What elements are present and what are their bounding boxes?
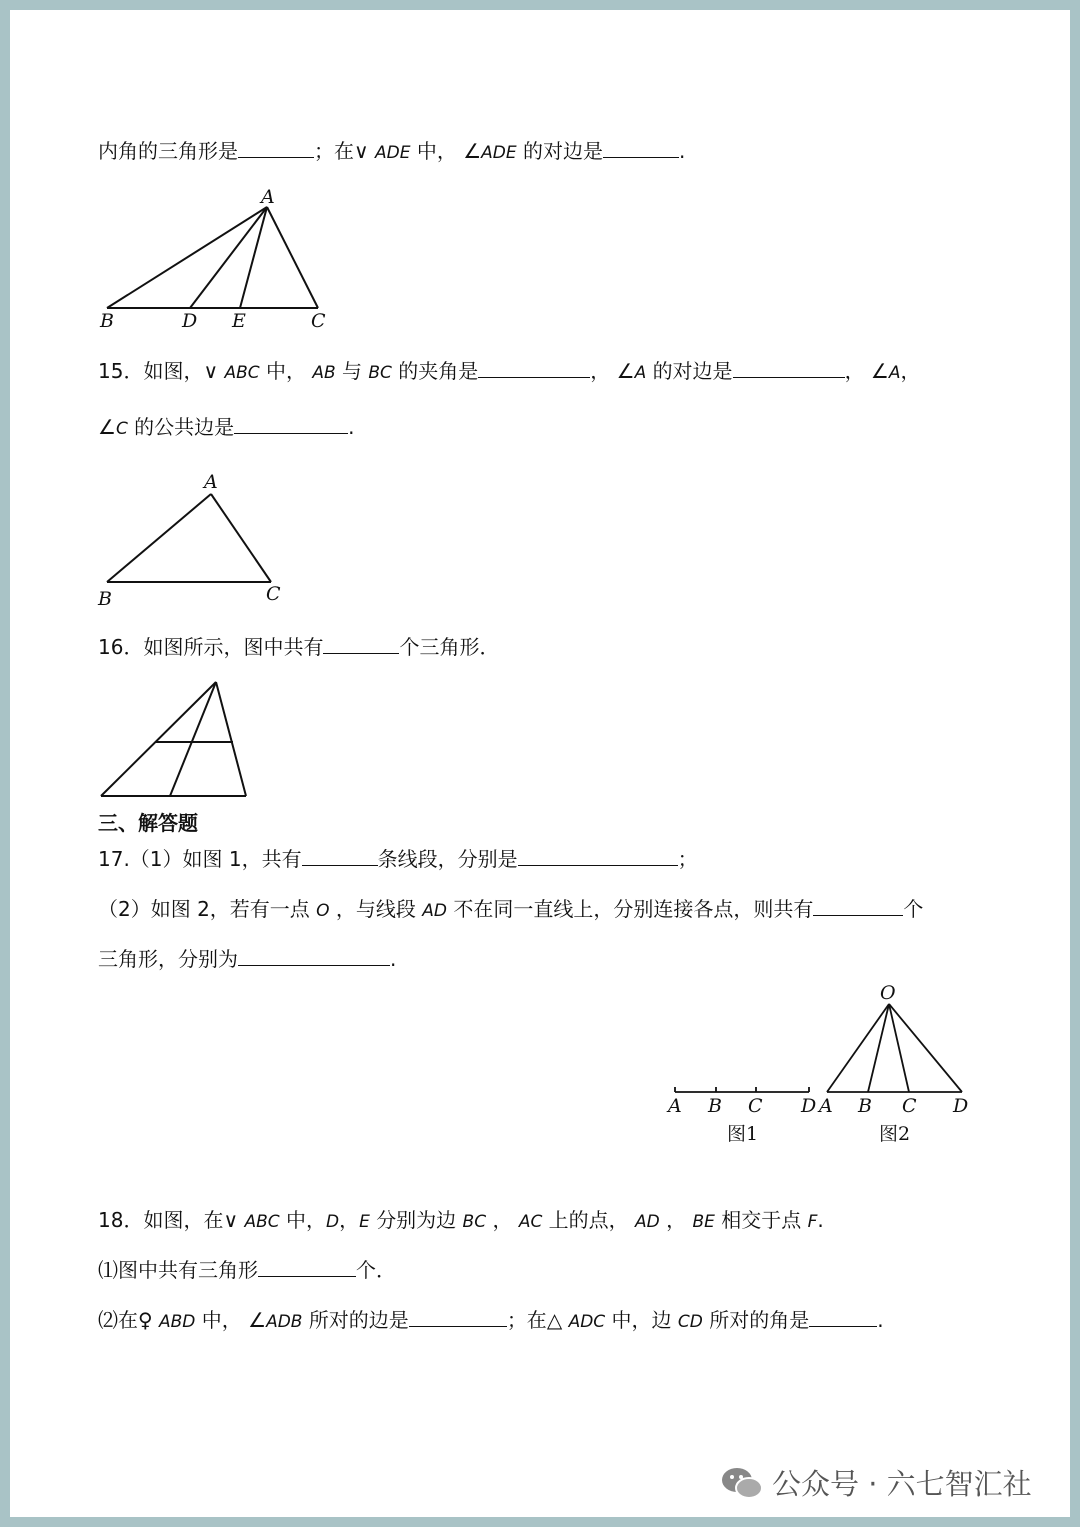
math-var: AB — [312, 363, 336, 383]
point-label: O — [880, 982, 896, 1004]
point-label: D — [953, 1095, 969, 1117]
math-var: ABD — [159, 1312, 196, 1332]
q17-text: （2）如图 2，若有一点 — [98, 897, 310, 921]
math-var: A — [634, 363, 647, 383]
math-var: ADC — [568, 1312, 606, 1332]
figure-caption: 图2 — [879, 1123, 911, 1145]
q18-text: 分别为边 — [376, 1208, 457, 1232]
q14-text: ；在 — [314, 139, 354, 163]
angle-symbol: ∠ — [248, 1308, 267, 1332]
q17-text: 三角形，分别为 — [98, 947, 238, 971]
q15-text: 中， — [265, 359, 306, 383]
q18-text: . — [817, 1208, 824, 1232]
math-var: AD — [635, 1212, 660, 1232]
q18-part2 — [98, 1306, 884, 1336]
figure-caption: 图1 — [727, 1123, 759, 1145]
q18-text: 上的点， — [548, 1208, 629, 1232]
math-var: AC — [518, 1212, 543, 1232]
point-label: A — [668, 1095, 682, 1117]
q17-part2-line1 — [98, 895, 923, 925]
wechat-icon — [720, 1465, 764, 1501]
figure-17-2 — [827, 1004, 962, 1092]
math-var: C — [115, 419, 128, 439]
math-var: ADE — [375, 143, 411, 163]
q15-line1 — [98, 357, 921, 387]
point-label: C — [748, 1095, 763, 1117]
point-label: D — [801, 1095, 817, 1117]
q15-text: . — [348, 415, 355, 439]
q14-text: 中， — [416, 139, 457, 163]
q17-text: 个 — [903, 897, 924, 921]
q18-text: 中， — [285, 1208, 326, 1232]
watermark-text: 公众号 · 六七智汇社 — [772, 1467, 1032, 1501]
math-var: BC — [368, 363, 392, 383]
q18-text: ， — [666, 1208, 687, 1232]
answer-blank — [258, 1256, 356, 1277]
q17-part1 — [98, 845, 698, 873]
q15-text: 的夹角是 — [398, 359, 479, 383]
q17-text: 17.（1）如图 1，共有 — [98, 847, 302, 871]
math-var: BE — [692, 1212, 715, 1232]
point-label: B — [708, 1095, 722, 1117]
q18-text: ， — [492, 1208, 513, 1232]
q18-line1 — [98, 1206, 824, 1236]
triangle-symbol: ♀ — [138, 1308, 153, 1332]
angle-symbol: ∠ — [463, 139, 482, 163]
answer-blank — [813, 895, 903, 916]
point-label: B — [98, 588, 112, 610]
q16-text: 个三角形． — [399, 635, 500, 659]
math-var: D — [325, 1212, 340, 1232]
answer-blank — [238, 945, 390, 966]
answer-blank — [234, 413, 348, 434]
figure-16 — [101, 682, 246, 796]
answer-blank — [302, 845, 378, 866]
math-var: O — [316, 901, 330, 921]
q18-text: ；在 — [506, 1308, 547, 1332]
math-var: CD — [677, 1312, 703, 1332]
math-var: A — [888, 363, 901, 383]
math-var: ADE — [481, 143, 517, 163]
point-label: A — [819, 1095, 833, 1117]
point-label: C — [266, 583, 281, 605]
q18-text: . — [877, 1308, 884, 1332]
point-label: B — [100, 310, 114, 332]
q15-text: 的对边是 — [652, 359, 733, 383]
triangle-symbol: ∨ — [223, 1208, 239, 1232]
figure-17-1 — [675, 1087, 809, 1092]
triangle-symbol: △ — [546, 1308, 563, 1332]
q18-text: 18．如图，在 — [98, 1208, 224, 1232]
answer-blank — [409, 1306, 507, 1327]
math-var: ABC — [244, 1212, 280, 1232]
q18-text: 所对的角是 — [709, 1308, 810, 1332]
answer-blank — [478, 357, 590, 378]
q14-text: . — [678, 139, 686, 163]
q18-text: 所对的边是 — [308, 1308, 409, 1332]
q18-text: 中，边 — [611, 1308, 672, 1332]
q17-part2-line2 — [98, 945, 396, 973]
q14-text: 内角的三角形是 — [98, 139, 238, 163]
math-var: ADB — [266, 1312, 303, 1332]
math-var: ABC — [224, 363, 260, 383]
q17-text: ，与线段 — [335, 897, 416, 921]
q18-text: 相交于点 — [721, 1208, 802, 1232]
q17-text: ； — [677, 847, 698, 871]
watermark — [720, 1462, 1032, 1503]
q17-text: 不在同一直线上，分别连接各点，则共有 — [453, 897, 814, 921]
q15-text: ， — [900, 359, 921, 383]
q15-text: 15．如图， — [98, 359, 204, 383]
answer-blank — [733, 357, 845, 378]
q14-text: 的对边是 — [522, 139, 603, 163]
answer-blank — [323, 633, 399, 654]
figure-15 — [107, 494, 271, 582]
angle-symbol: ∠ — [870, 359, 889, 383]
q17-text: 条线段，分别是 — [377, 847, 518, 871]
point-label: B — [858, 1095, 872, 1117]
triangle-symbol: ∨ — [354, 139, 369, 163]
answer-blank — [518, 845, 678, 866]
answer-blank — [809, 1306, 877, 1327]
q16-text: 16．如图所示，图中共有 — [98, 635, 324, 659]
math-var: AD — [422, 901, 448, 921]
math-var: F — [807, 1212, 818, 1232]
point-label: C — [311, 310, 326, 332]
q15-text: ， — [844, 359, 865, 383]
triangle-symbol: ∨ — [203, 359, 219, 383]
q18-text: ⑴图中共有三角形 — [98, 1258, 258, 1282]
math-var: E — [359, 1212, 370, 1232]
math-var: BC — [462, 1212, 487, 1232]
q18-text: ⑵在 — [98, 1308, 138, 1332]
angle-symbol: ∠ — [616, 359, 635, 383]
q18-part1 — [98, 1256, 396, 1284]
q15-text: 的公共边是 — [134, 415, 235, 439]
angle-symbol: ∠ — [98, 415, 116, 439]
point-label: C — [902, 1095, 917, 1117]
point-label: A — [261, 186, 275, 208]
q18-text: 个． — [356, 1258, 396, 1282]
point-label: A — [204, 471, 218, 493]
point-label: D — [182, 310, 198, 332]
point-label: E — [232, 310, 246, 332]
q17-text: . — [390, 947, 397, 971]
q18-text: 中， — [201, 1308, 242, 1332]
q15-text: 与 — [342, 359, 362, 383]
section-heading: 三、解答题 — [98, 811, 198, 835]
q15-line2 — [98, 413, 355, 443]
q16-line — [98, 633, 499, 661]
q18-text: ， — [339, 1208, 360, 1232]
q15-text: ， — [590, 359, 611, 383]
